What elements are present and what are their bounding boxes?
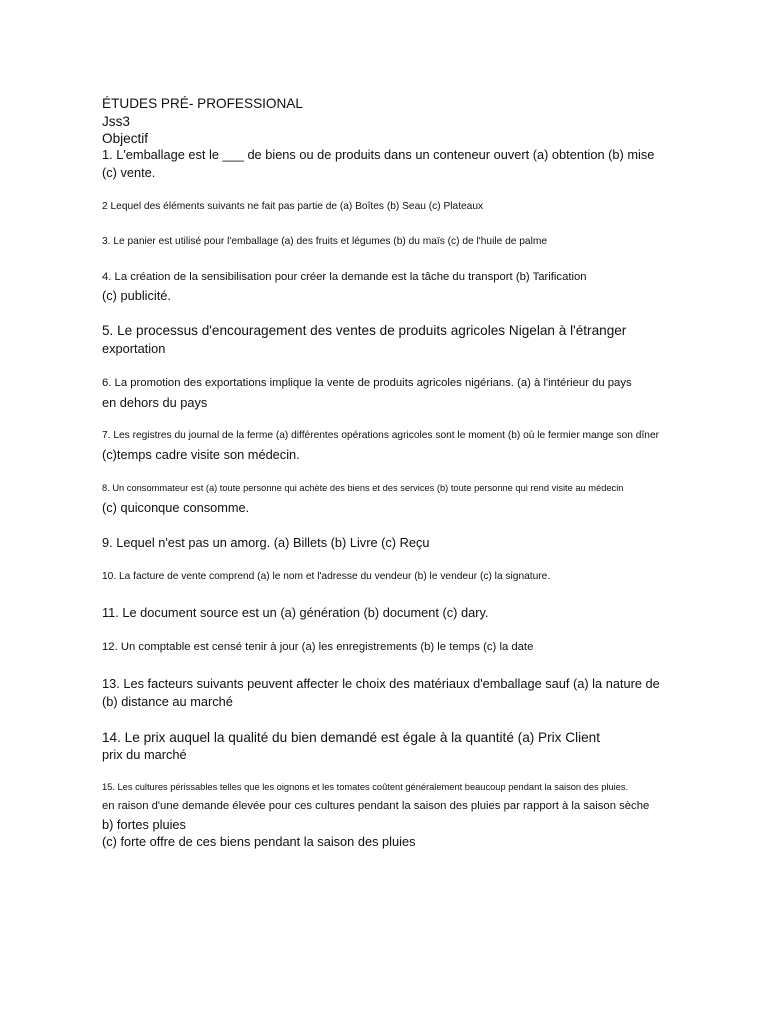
question-6-line-1: 6. La promotion des exportations implique la vente de produits agricoles nigérians. (a) à l'intérieur du pays xyxy=(102,377,632,389)
question-15-line-2: en raison d'une demande élevée pour ces cultures pendant la saison des pluies par rapport à la saison sèche xyxy=(102,800,650,812)
question-2-line-1: 2 Lequel des éléments suivants ne fait pas partie de (a) Boîtes (b) Seau (c) Plateaux xyxy=(102,201,484,212)
question-11-line-1: 11. Le document source est un (a) génération (b) document (c) dary. xyxy=(102,605,489,620)
question-14-line-2: prix du marché xyxy=(102,747,187,762)
question-15-line-1: 15. Les cultures périssables telles que les oignons et les tomates coûtent généralement beaucoup pendant la saison des pluies. xyxy=(102,782,629,792)
question-4-line-2: (c) publicité. xyxy=(102,288,171,303)
question-13-line-2: (b) distance au marché xyxy=(102,694,233,709)
question-9-line-1: 9. Lequel n'est pas un amorg. (a) Billets (b) Livre (c) Reçu xyxy=(102,535,430,550)
question-15-line-3: b) fortes pluies xyxy=(102,817,186,832)
question-4-line-1: 4. La création de la sensibilisation pour créer la demande est la tâche du transport (b) Tarification xyxy=(102,271,587,283)
section-heading: Objectif xyxy=(102,131,149,146)
question-8-line-2: (c) quiconque consomme. xyxy=(102,500,250,515)
question-1-line-1: 1. L'emballage est le ___ de biens ou de produits dans un conteneur ouvert (a) obtention (b) mise xyxy=(102,147,655,162)
question-3-line-1: 3. Le panier est utilisé pour l'emballage (a) des fruits et légumes (b) du maïs (c) de l'huile de palme xyxy=(102,236,548,247)
document-title: ÉTUDES PRÉ- PROFESSIONAL xyxy=(102,96,303,111)
question-7-line-1: 7. Les registres du journal de la ferme (a) différentes opérations agricoles sont le moment (b) où le fermier mange son dîner xyxy=(102,430,660,441)
question-10-line-1: 10. La facture de vente comprend (a) le nom et l'adresse du vendeur (b) le vendeur (c) la signature. xyxy=(102,571,551,582)
question-1-line-2: (c) vente. xyxy=(102,165,156,180)
question-14-line-1: 14. Le prix auquel la qualité du bien demandé est égale à la quantité (a) Prix Client xyxy=(102,730,601,745)
question-8-line-1: 8. Un consommateur est (a) toute personne qui achète des biens et des services (b) toute personne qui rend visite au médecin xyxy=(102,483,624,493)
question-5-line-1: 5. Le processus d'encouragement des ventes de produits agricoles Nigelan à l'étranger xyxy=(102,323,627,338)
question-6-line-2: en dehors du pays xyxy=(102,395,208,410)
class-label: Jss3 xyxy=(102,114,130,129)
question-13-line-1: 13. Les facteurs suivants peuvent affecter le choix des matériaux d'emballage sauf (a) la nature de xyxy=(102,676,660,691)
question-12-line-1: 12. Un comptable est censé tenir à jour (a) les enregistrements (b) le temps (c) la date xyxy=(102,641,534,653)
question-15-line-4: (c) forte offre de ces biens pendant la saison des pluies xyxy=(102,834,416,849)
question-7-line-2: (c)temps cadre visite son médecin. xyxy=(102,447,300,462)
question-5-line-2: exportation xyxy=(102,341,166,356)
